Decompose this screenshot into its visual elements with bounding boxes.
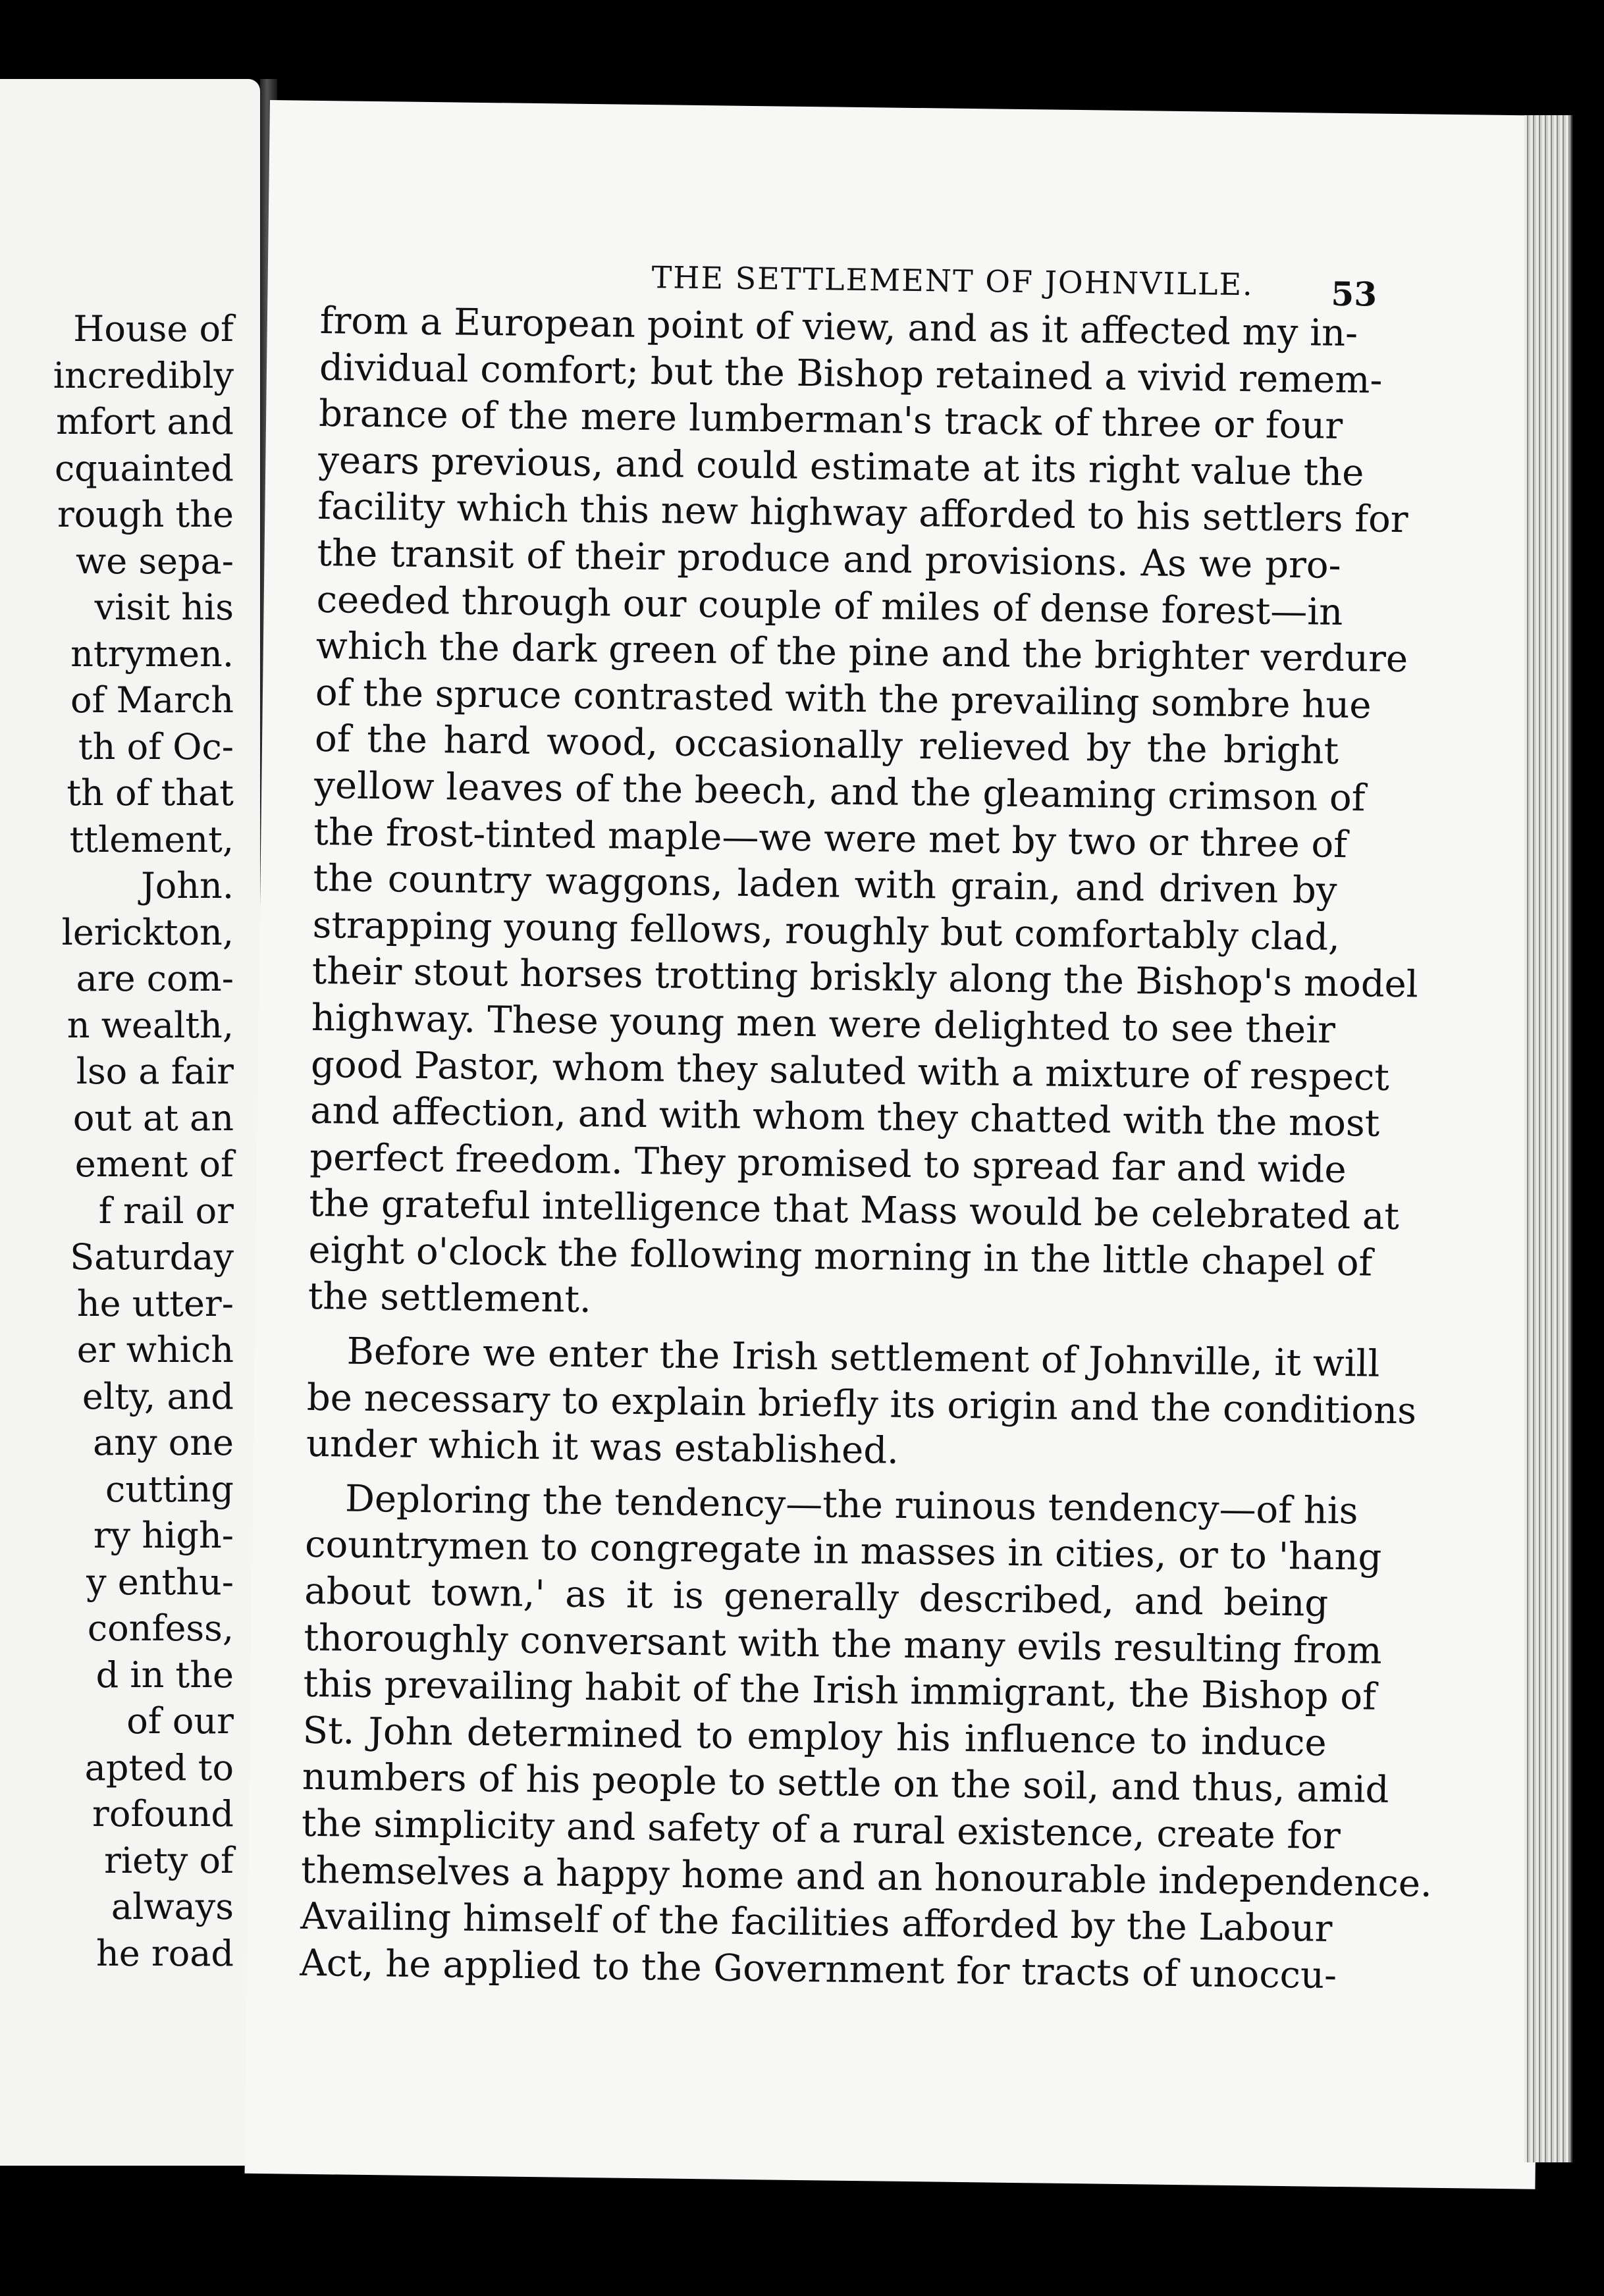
left-page-line: of March — [70, 679, 234, 721]
left-page-line: incredibly — [53, 354, 234, 396]
text-line: under which it was established. — [306, 1422, 899, 1473]
left-page-line: John. — [141, 865, 234, 906]
text-line: the transit of their produce and provisions. As we pro- — [317, 531, 1341, 587]
left-page-line: ttlement, — [69, 818, 234, 860]
left-page-line: lso a fair — [76, 1051, 234, 1092]
text-line: about town,' as it is generally described, and being — [304, 1569, 1329, 1625]
left-page-line: he utter- — [76, 1282, 234, 1324]
running-head: THE SETTLEMENT OF JOHNVILLE. — [651, 259, 1254, 303]
text-line: ceeded through our couple of miles of dense forest—in — [316, 578, 1343, 634]
text-line: the settlement. — [307, 1275, 592, 1322]
text-line: Act, he applied to the Government for tracts of unoccu- — [300, 1941, 1337, 1997]
paragraph — [306, 1328, 1417, 1480]
text-line: numbers of his people to settle on the soil, and thus, amid — [302, 1756, 1389, 1812]
text-line: facility which this new highway afforded to his settlers for — [317, 485, 1408, 542]
left-page-line: he road — [96, 1932, 234, 1974]
text-line: from a European point of view, and as it affected my in- — [319, 299, 1358, 355]
right-page — [245, 100, 1561, 2189]
page-body — [300, 298, 1433, 1999]
text-line: the country waggons, laden with grain, and driven by — [313, 857, 1337, 913]
left-page-line: d in the — [95, 1654, 234, 1696]
text-line: and affection, and with whom they chatted with the most — [309, 1089, 1380, 1145]
text-line: St. John determined to employ his influence to induce — [302, 1709, 1327, 1765]
text-line: this prevailing habit of the Irish immigrant, the Bishop of — [303, 1663, 1377, 1719]
left-page-line: cutting — [105, 1468, 234, 1510]
text-line: countrymen to congregate in masses in cities, or to 'hang — [304, 1523, 1382, 1580]
text-line: thoroughly conversant with the many evils resulting from — [304, 1616, 1382, 1673]
left-page-line: f rail or — [98, 1189, 234, 1232]
left-page-line: House of — [73, 308, 234, 350]
left-page-line: y enthu- — [86, 1561, 234, 1603]
text-line: highway. These young men were delighted to see their — [311, 996, 1336, 1052]
left-page-line: Saturday — [70, 1236, 234, 1278]
left-page-line: any one — [93, 1422, 234, 1463]
paragraph — [307, 298, 1419, 1333]
left-page-line: apted to — [84, 1746, 234, 1788]
left-page-line: ry high- — [93, 1515, 234, 1556]
text-line: strapping young fellows, roughly but comfortably clad, — [312, 903, 1341, 959]
text-line: of the spruce contrasted with the prevailing sombre hue — [315, 671, 1372, 727]
left-page-line: ement of — [74, 1143, 234, 1185]
left-page-line: we sepa- — [75, 540, 234, 582]
page-number: 53 — [1331, 274, 1377, 314]
left-page-line: of our — [126, 1700, 234, 1742]
text-line: Before we enter the Irish settlement of Johnville, it will — [346, 1330, 1380, 1386]
text-line: years previous, and could estimate at its right value the — [317, 438, 1364, 495]
left-page-line: cquainted — [54, 447, 234, 489]
left-page-line: lerickton, — [61, 911, 234, 953]
left-page-line: n wealth, — [67, 1004, 234, 1046]
text-line: brance of the mere lumberman's track of three or four — [318, 392, 1343, 448]
text-line: of the hard wood, occasionally relieved by the bright — [314, 718, 1339, 773]
left-page-line: mfort and — [56, 401, 234, 442]
text-line: their stout horses trotting briskly along the Bishop's model — [311, 950, 1419, 1006]
text-line: which the dark green of the pine and the brighter verdure — [315, 625, 1408, 681]
left-page — [0, 79, 260, 2166]
left-page-text — [53, 306, 234, 1977]
left-page-line: rofound — [92, 1793, 234, 1835]
text-line: Availing himself of the facilities afforded by the Labour — [300, 1894, 1333, 1951]
paragraph — [300, 1476, 1433, 1999]
left-page-line: rough the — [57, 494, 234, 535]
left-page-line: riety of — [104, 1839, 234, 1881]
text-line: eight o'clock the following morning in the little chapel of — [308, 1228, 1373, 1285]
left-page-line: ntrymen. — [70, 633, 234, 675]
left-page-line: are com- — [76, 958, 234, 999]
text-line: the simplicity and safety of a rural existence, create for — [301, 1802, 1341, 1858]
left-page-line: th of Oc- — [78, 725, 234, 768]
text-line: be necessary to explain briefly its origin and the conditions — [306, 1376, 1417, 1433]
text-line: the frost-tinted maple—we were met by two or three of — [313, 810, 1348, 866]
text-line: dividual comfort; but the Bishop retained a vivid remem- — [319, 346, 1383, 402]
left-page-line: visit his — [94, 587, 234, 628]
left-page-line: th of that — [67, 772, 234, 814]
left-page-line: er which — [76, 1329, 234, 1370]
text-line: good Pastor, whom they saluted with a mixture of respect — [310, 1043, 1390, 1099]
left-page-line: confess, — [87, 1607, 234, 1649]
text-line: yellow leaves of the beech, and the gleaming crimson of — [313, 764, 1366, 820]
text-line: themselves a happy home and an honourable independence. — [300, 1848, 1433, 1906]
left-page-line: out at an — [72, 1097, 234, 1139]
text-line: Deploring the tendency—the ruinous tendency—of his — [344, 1477, 1358, 1533]
text-line: perfect freedom. They promised to spread far and wide — [309, 1135, 1347, 1191]
left-page-line: always — [111, 1886, 234, 1927]
page-edges — [1524, 115, 1572, 2162]
left-page-line: elty, and — [82, 1375, 234, 1417]
text-line: the grateful intelligence that Mass would be celebrated at — [309, 1182, 1400, 1239]
